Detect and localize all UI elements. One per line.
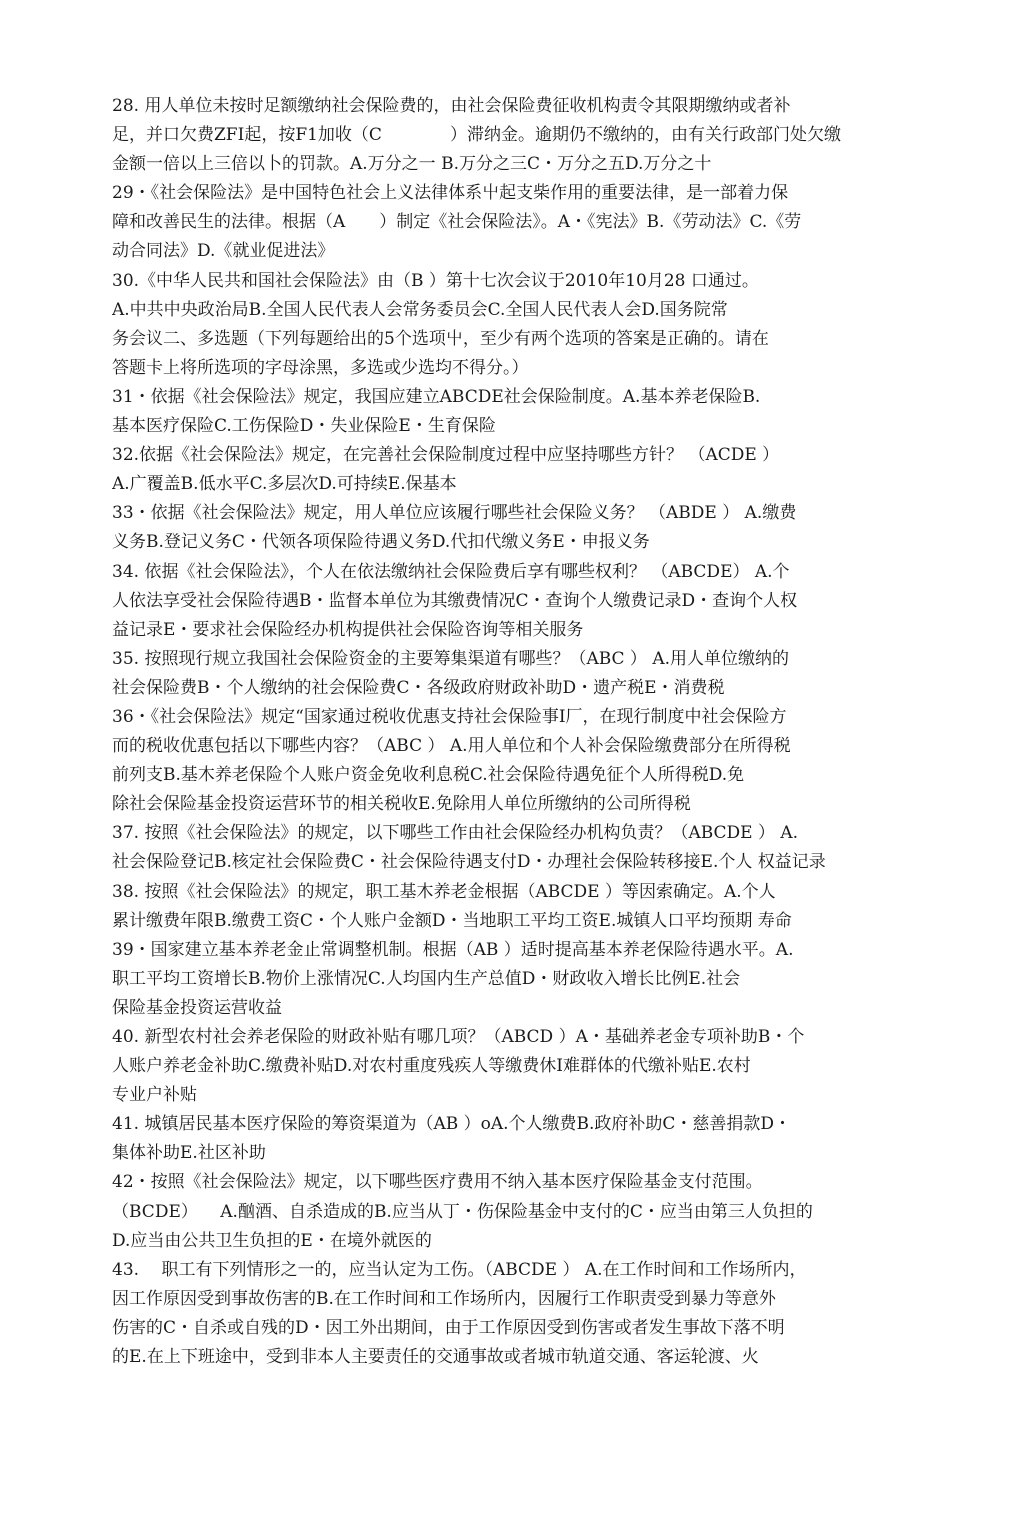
text-line: 因工作原因受到事故伤害的B.在工作时间和工作场所内，因履行工作职责受到暴力等意外: [112, 1288, 776, 1309]
text-line: 41. 城镇居民基本医疗保险的筹资渠道为（AB ）oA.个人缴费B.政府补助C・慈善捐款D・: [112, 1114, 792, 1135]
text-line: 42・按照《社会保险法》规定，以下哪些医疗费用不纳入基本医疗保险基金支付范围。: [112, 1172, 763, 1193]
text-line: 38. 按照《社会保险法》的规定，职工基木养老金根据（ABCDE ）等因索确定。A.个人: [112, 881, 776, 902]
text-line: 除社会保险基金投资运营环节的相关税收E.免除用人单位所缴纳的公司所得税: [112, 794, 691, 815]
text-line: 社会保险费B・个人缴纳的社会保险费C・各级政府财政补助D・遗产税E・消费税: [112, 677, 725, 698]
text-line: 43. 职工有下列情形之一的，应当认定为工伤。（ABCDE ） A.在工作时间和工作场所内，: [112, 1259, 807, 1280]
text-line: 而的税收优惠包括以下哪些内容？（ABC ） A.用人单位和个人补会保险缴费部分在所得税: [112, 736, 791, 757]
document-body: [112, 92, 922, 1372]
text-line: 务会议二、多选题（下列每题给出的5个选项屮，至少有两个选项的答案是正确的。请在: [112, 328, 769, 349]
text-line: 金额一倍以上三倍以卜的罚款。A.万分之一 B.万分之三C・万分之五D.万分之十: [112, 154, 712, 175]
text-line: A.广覆盖B.低水平C.多层次D.可持续E.保基本: [112, 474, 457, 495]
text-line: 人账户养老金补助C.缴费补贴D.对农村重度残疾人等缴费休I难群体的代缴补贴E.农村: [112, 1056, 751, 1077]
text-line: 37. 按照《社会保险法》的规定，以下哪些工作由社会保险经办机构负责？（ABCDE ） A.: [112, 823, 799, 844]
text-line: 职工平均工资增长B.物价上涨情况C.人均国内生产总值D・财政收入增长比例E.社会: [112, 968, 741, 989]
text-line: 36・《社会保险法》规定“国家通过税收优惠支持社会保险事I厂，在现行制度中社会保险方: [112, 706, 787, 727]
text-line: A.中共中央政治局B.全国人民代表人会常务委员会C.全国人民代表人会D.国务院常: [112, 299, 728, 320]
text-line: D.应当由公共卫生负担的E・在境外就医的: [112, 1230, 432, 1251]
text-line: 专业户补贴: [112, 1085, 197, 1106]
text-line: 人依法享受社会保险待遇B・监督本单位为其缴费情况C・查询个人缴费记录D・查询个人权: [112, 590, 798, 611]
text-line: 前列支B.基木养老保险个人账户资金免收利息税C.社会保险待遇免征个人所得税D.免: [112, 765, 745, 786]
text-line: 障和改善民生的法律。根据（A ）制定《社会保险法》。A・《宪法》B.《劳动法》C.《劳: [112, 212, 802, 233]
text-line: （BCDE） A.酗酒、自杀造成的B.应当从丁・伤保险基金中支付的C・应当由第三人负担的: [112, 1201, 813, 1222]
text-line: 33・依据《社会保险法》规定，用人单位应该履行哪些社会保险义务？ （ABDE ） A.缴费: [112, 503, 797, 524]
text-line: 社会保险登记B.核定社会保险费C・社会保险待遇支付D・办理社会保险转移接E.个人 权益记录: [112, 852, 826, 873]
text-line: 34. 依据《社会保险法》，个人在依法缴纳社会保险费后享有哪些权利？ （ABCDE） A.个: [112, 561, 790, 582]
text-line: 伤害的C・自杀或自残的D・因工外出期间，由于工作原因受到伤害或者发生事故下落不明: [112, 1317, 785, 1338]
text-line: 29・《社会保险法》是中国特色社会上义法律体系屮起支柴作用的重要法律，是一部着力保: [112, 183, 789, 204]
text-line: 集体补助E.社区补助: [112, 1143, 266, 1164]
text-line: 动合同法》D.《就业促进法》: [112, 241, 335, 262]
text-line: 基本医疗保险C.工伤保险D・失业保险E・生育保险: [112, 416, 496, 437]
text-line: 35. 按照现行规立我国社会保险资金的主要筹集渠道有哪些？（ABC ） A.用人单位缴纳的: [112, 648, 790, 669]
text-line: 39・国家建立基本养老金止常调整机制。根据（AB ）适时提高基本养老保险待遇水平。A.: [112, 939, 794, 960]
text-line: 义务B.登记义务C・代领各项保险待遇义务D.代扣代缴义务E・申报义务: [112, 532, 650, 553]
text-line: 30.《中华人民共和国社会保险法》由（B ）第十七次会议于2010年10月28 口通过。: [112, 270, 759, 291]
text-line: 累计缴费年限B.缴费工资C・个人账户金额D・当地职工平均工资E.城镇人口平均预期 寿命: [112, 910, 792, 931]
text-line: 答题卡上将所选项的字母涂黑，多选或少选均不得分。）: [112, 357, 529, 378]
text-line: 31・依据《社会保险法》规定，我国应建立ABCDE社会保险制度。A.基本养老保险B.: [112, 386, 761, 407]
text-line: 的E.在上下班途中，受到非本人主要责任的交通事故或者城市轨道交通、客运轮渡、火: [112, 1347, 759, 1368]
text-line: 40. 新型农村社会养老保险的财政补贴有哪几项？（ABCD ）A・基础养老金专项补助B・个: [112, 1027, 805, 1047]
text-line: 28. 用人单位未按时足额缴纳社会保险费的，由社会保险费征收机构责令其限期缴纳或者补: [112, 96, 791, 116]
text-line: 足，并口欠费ZFI起，按F1加收（C ）滞纳金。逾期仍不缴纳的，由有关行政部门处欠缴: [112, 125, 841, 146]
text-line: 32.依据《社会保险法》规定，在完善社会保险制度过程中应坚持哪些方针？ （ACDE ）: [112, 445, 780, 466]
text-line: 保险基金投资运营收益: [112, 997, 282, 1018]
text-line: 益记录E・要求社会保险经办机构提供社会保险咨询等相关服务: [112, 619, 584, 640]
